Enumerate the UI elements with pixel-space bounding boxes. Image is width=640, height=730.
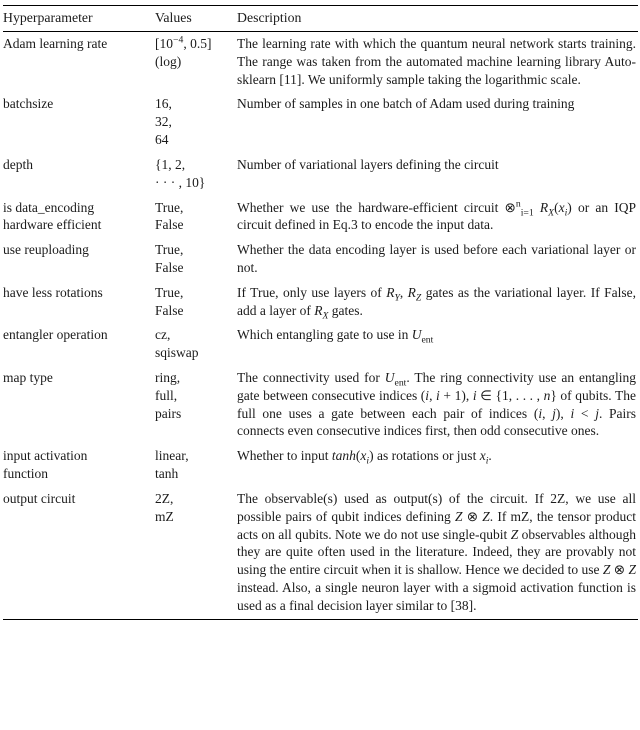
table-row-adam-learning-rate	[3, 32, 638, 93]
cell-description: Number of samples in one batch of Adam used during training	[237, 96, 575, 112]
cell-param: depth	[3, 156, 33, 172]
cell-description: Whether we use the hardware-efficient circuit ⊗$^n_{i=1}$ $R_X(x_i)$ or an IQP circuit defined in Eq.3 to encode the input data.	[237, 198, 636, 233]
col-header-values: Values	[155, 6, 237, 32]
table-row-is-data-encoding-hardware-efficient	[3, 196, 638, 239]
cell-param: is data_encoding hardware efficient	[3, 199, 102, 233]
cell-values: {1, 2, · · · , 10}	[155, 156, 206, 190]
cell-values: cz, sqiswap	[155, 327, 199, 361]
table-row-have-less-rotations	[3, 281, 638, 324]
table-row-input-activation-function	[3, 444, 638, 487]
cell-values: 2Z, mZ	[155, 490, 174, 524]
cell-description: The connectivity used for $U_{ent}$. The ring connectivity use an entangling gate between consecutive indices (i, i + 1), i ∈ {1, . . . , n} of qubits. The full one uses a gate between each pair of indices (i, j), i < j. Pairs connects even consecutive indices first, then odd consecutive ones.	[237, 370, 636, 439]
cell-description: Whether the data encoding layer is used before each variational layer or not.	[237, 242, 636, 275]
cell-values: True, False	[155, 242, 184, 275]
col-header-description: Description	[237, 6, 638, 32]
cell-description: If True, only use layers of $R_Y$, $R_Z$ gates as the variational layer. If False, add a layer of $R_X$ gates.	[237, 284, 636, 322]
cell-param: batchsize	[3, 96, 54, 112]
cell-values: True, False	[155, 199, 184, 233]
cell-param: entangler operation	[3, 327, 108, 343]
cell-param: Adam learning rate	[3, 36, 108, 51]
cell-param: output circuit	[3, 490, 76, 506]
cell-param: input activation function	[3, 448, 88, 482]
cell-values: ring, full, pairs	[155, 370, 182, 421]
table-row-output-circuit	[3, 487, 638, 619]
table-row-batchsize	[3, 92, 638, 152]
hyperparameter-table	[3, 5, 638, 620]
table-header-row	[3, 6, 638, 32]
cell-param: have less rotations	[3, 284, 103, 300]
cell-values: 16, 32, 64	[155, 96, 172, 148]
table-row-entangler-operation	[3, 323, 638, 366]
cell-description: Whether to input $\tanh(x_i)$ as rotations or just $x_i$.	[237, 448, 492, 467]
cell-description: Which entangling gate to use in $U_{ent}$	[237, 327, 434, 347]
cell-description: The learning rate with which the quantum neural network starts training. The range was taken from the automated machine learning library Auto-sklearn [11]. We uniformly sample taking the logarithmic scale.	[237, 36, 636, 87]
cell-param: map type	[3, 370, 53, 385]
table-row-use-reuploading	[3, 238, 638, 281]
table-row-depth	[3, 153, 638, 196]
cell-description: Number of variational layers defining the circuit	[237, 156, 499, 172]
cell-description: The observable(s) used as output(s) of the circuit. If 2Z, we use all possible pairs of qubit indices defining Z ⊗ Z. If mZ, the tensor product acts on all qubits. Note we do not use single-qubit Z observables although they are quite often used in the literature. Indeed, they are provably not using the entire circuit when it is shallow. Hence we decided to use Z ⊗ Z instead. Also, a single neuron layer with a sigmoid activation function is used as a final decision layer similar to [38].	[237, 490, 637, 613]
col-header-hyperparameter: Hyperparameter	[3, 6, 155, 32]
table-row-map-type	[3, 366, 638, 444]
cell-param: use reuploading	[3, 242, 89, 258]
cell-values: True, False	[155, 284, 184, 318]
cell-values: linear, tanh	[155, 448, 189, 482]
cell-values: [$10^{-4}$, 0.5] (log)	[155, 34, 212, 69]
